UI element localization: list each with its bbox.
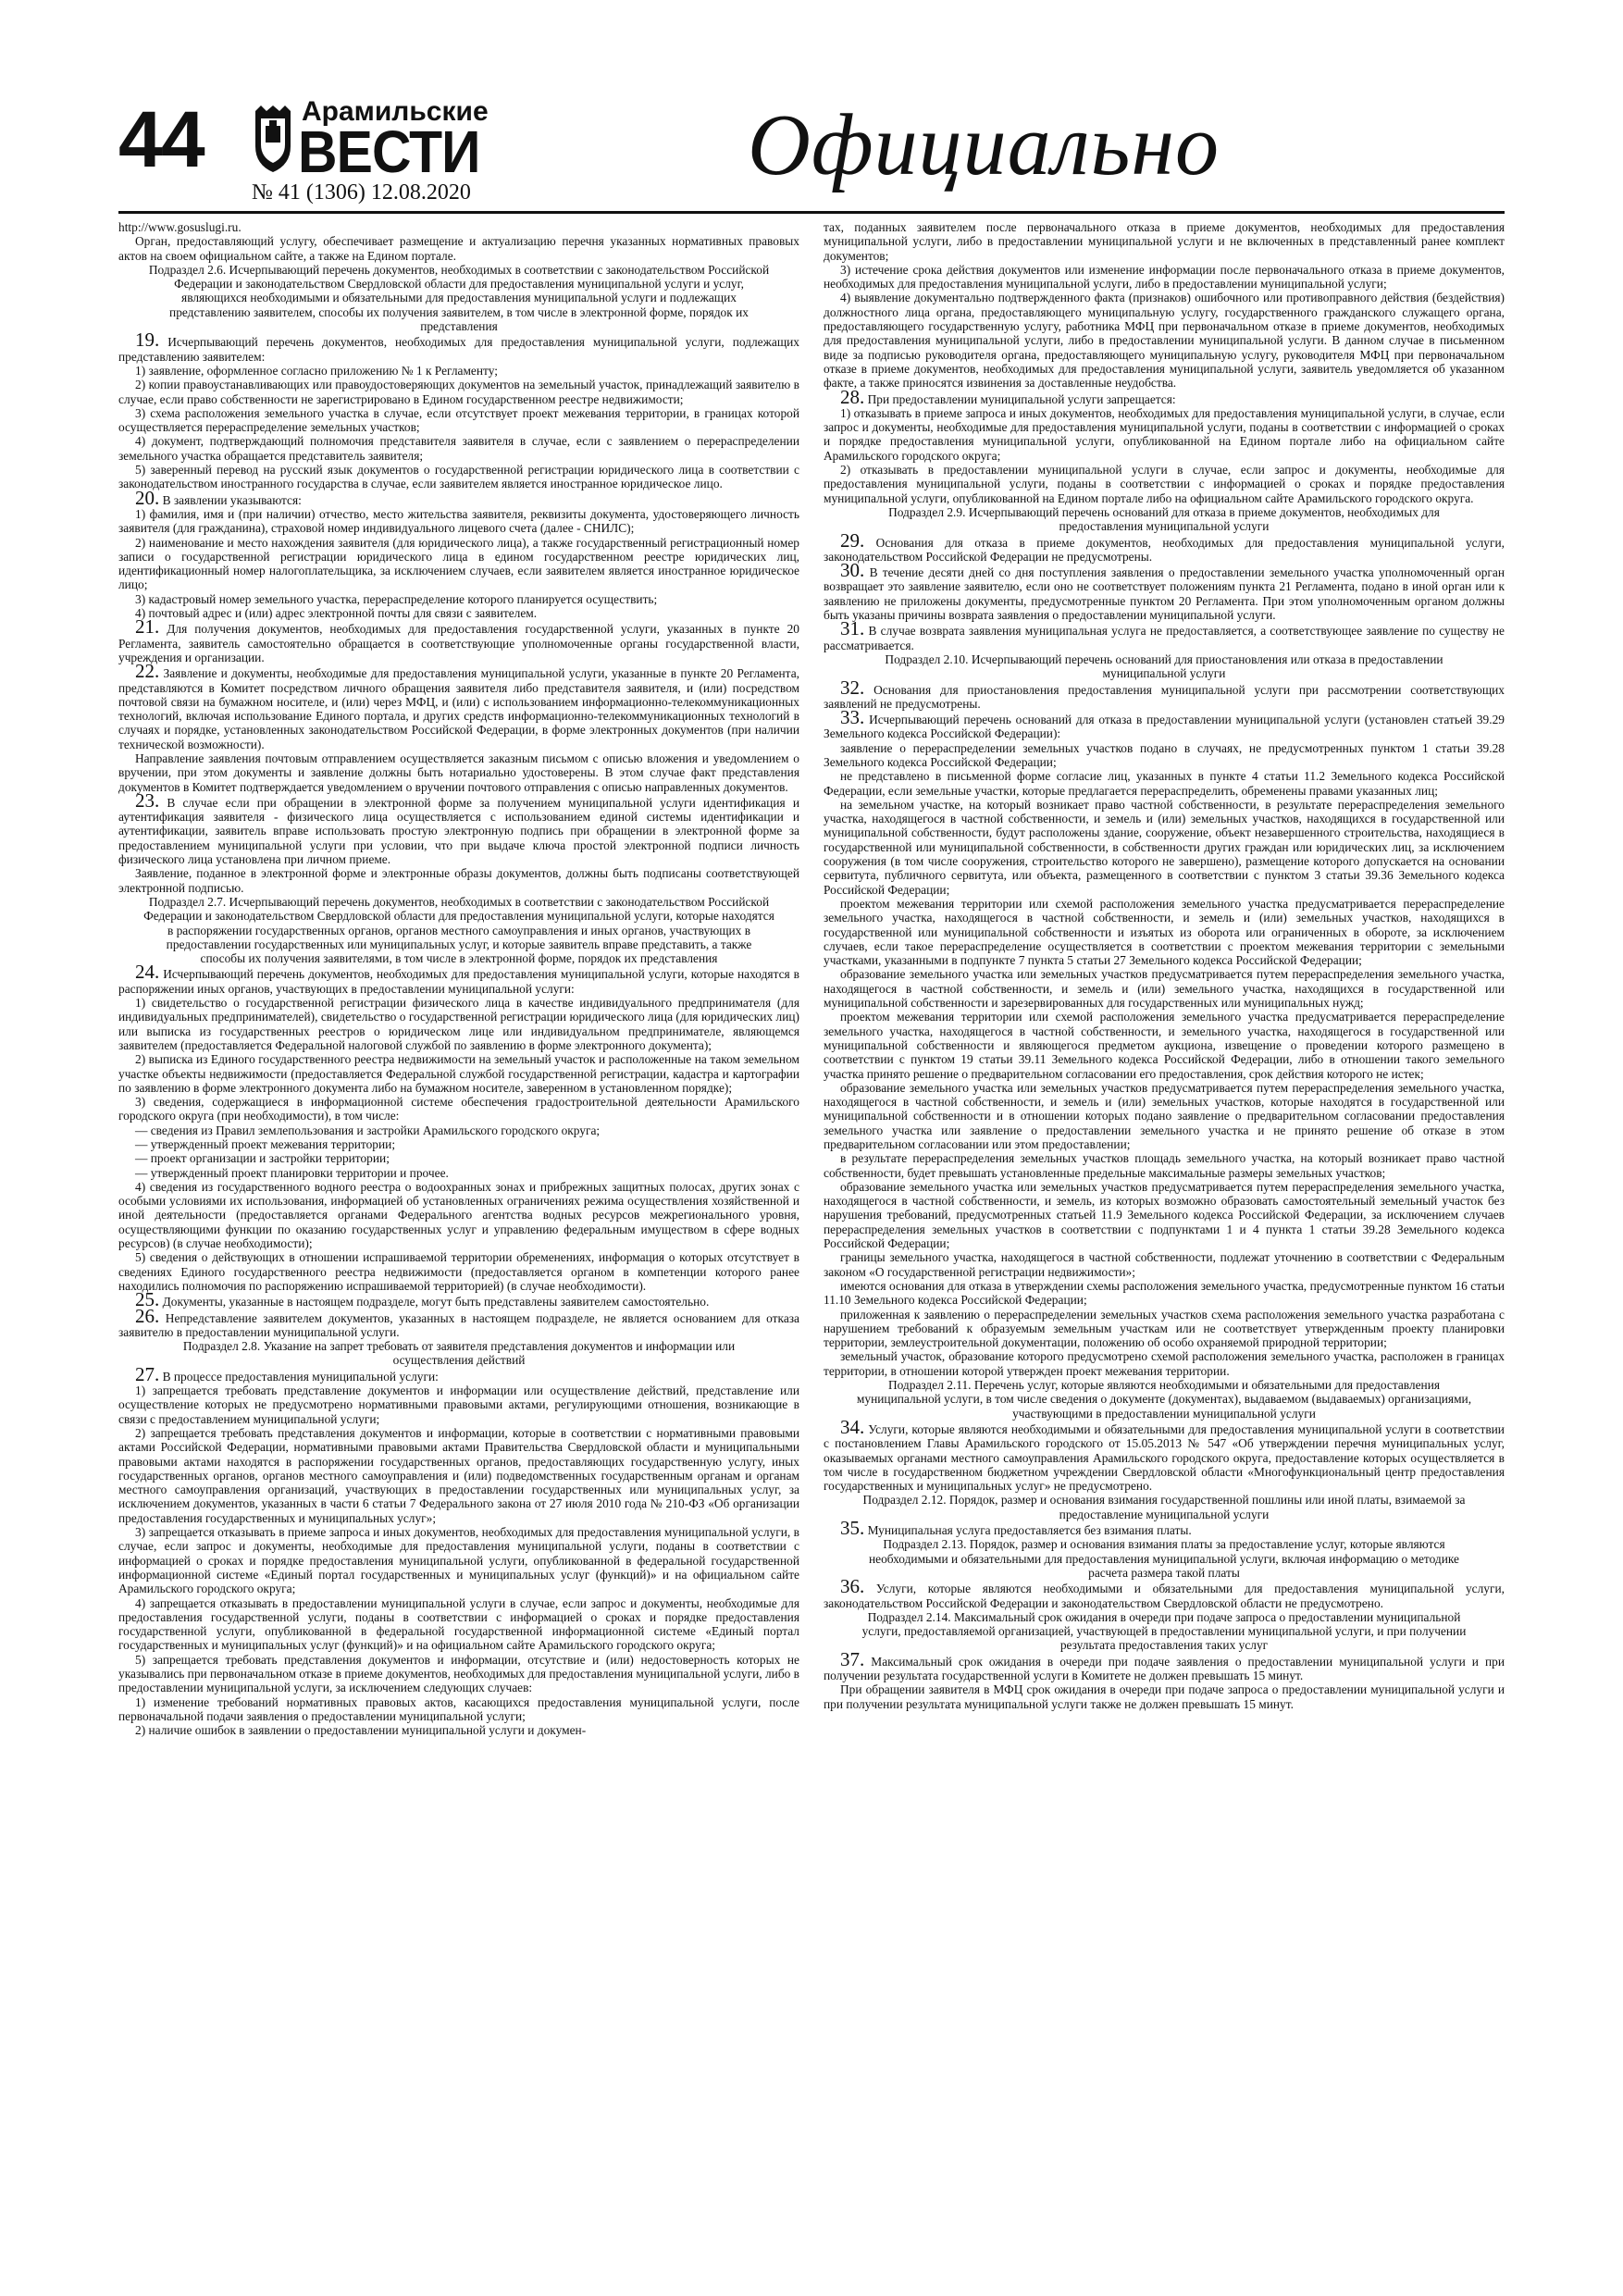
paragraph bbox=[824, 676, 1505, 712]
paragraph bbox=[824, 1010, 1505, 1080]
paragraph-text: Подраздел 2.6. Исчерпывающий перечень документов, необходимых в соответствии с законодательством Российской Федерации и законодательством Свердловской области для предоставления муниципальной услуги и услуг, являющихся необходимыми и обязательными для предоставления муниципальной услуги и подлежащих представлению заявителем, способы их получения заявителем, в том числе в электронной форме, порядок их представления bbox=[148, 262, 770, 334]
paragraph-text: Заявление, поданное в электронной форме и электронные образы документов, должны быть подписаны соответствующей электронной подписью. bbox=[118, 866, 799, 895]
subsection-heading bbox=[824, 505, 1505, 534]
paragraph bbox=[824, 617, 1505, 652]
paragraph bbox=[118, 1653, 799, 1695]
paragraph-text: 2) отказывать в предоставлении муниципальной услуги в случае, если запрос и документы, необходимые для предоставления муниципальной услуги, поданы в соответствии с информацией о сроках и порядке предоставления муниципальной услуги, опубликованной на Едином портале либо на официальном сайте Арамильского городского округа. bbox=[824, 463, 1505, 505]
subsection-heading bbox=[118, 895, 799, 965]
subsection-heading bbox=[118, 1339, 799, 1368]
paragraph-text: 3) кадастровый номер земельного участка, перераспределение которого планируется осуществить; bbox=[135, 591, 658, 606]
paragraph-text: Документы, указанные в настоящем подразделе, могут быть представлены заявителем самостоятельно. bbox=[162, 1295, 710, 1309]
paragraph bbox=[118, 220, 799, 234]
paragraph bbox=[118, 660, 799, 751]
paragraph-text: Заявление и документы, необходимые для предоставления муниципальной услуги, указанные в пункте 20 Регламента, представляются в Комитет посредством личного обращения заявителя либо представителя заявителя, и (или) посредством почтовой связи на бумажном носителе, и (или) через МФЦ, и (или) с использованием информационно-телекоммуникационных технологий, включая использование Единого портала, и других средств информационно-телекоммуникационных технологий в случаях и порядке, установленных законодательством Российской Федерации, в форме электронных документов (при наличии технической возможности). bbox=[118, 666, 799, 751]
paragraph bbox=[118, 1525, 799, 1595]
paragraph bbox=[118, 1362, 799, 1385]
paragraph bbox=[118, 507, 799, 536]
paragraph bbox=[118, 996, 799, 1052]
paragraph bbox=[824, 559, 1505, 623]
paragraph-text: 3) запрещается отказывать в приеме запроса и иных документов, необходимых для предоставления муниципальной услуги, в случае, если запрос и документы, необходимые для предоставления муниципальной услуги, поданы в соответствии с информацией о сроках и порядке предоставления муниципальной услуги, опубликованной в федеральной государственной информационной системе «Единый портал государственных и муниципальных услуг (функций)» и на официальном сайте Арамильского городского округа; bbox=[118, 1525, 799, 1596]
subsection-heading bbox=[824, 1378, 1505, 1421]
paragraph bbox=[824, 1647, 1505, 1683]
paragraph-text: границы земельного участка, находящегося в частной собственности, подлежат уточнению в соответствии с Федеральным законом «О государственной регистрации недвижимости»; bbox=[824, 1250, 1505, 1279]
city-crest-icon bbox=[252, 105, 294, 174]
paragraph-number: 36. bbox=[840, 1575, 865, 1598]
paragraph-number: 30. bbox=[840, 559, 865, 582]
paragraph-text: тах, поданных заявителем после первоначального отказа в приеме документов, необходимых для предоставления муниципальной услуги, либо в предоставлении муниципальной услуги и не включенных в представленный ранее комплект документов; bbox=[824, 220, 1505, 263]
paragraph-text: 2) наличие ошибок в заявлении о предоставлении муниципальной услуги и докумен- bbox=[135, 1723, 587, 1738]
paragraph-number: 20. bbox=[135, 486, 160, 509]
paragraph bbox=[824, 1517, 1505, 1540]
paragraph-text: Услуги, которые являются необходимыми и обязательными для предоставления муниципальной услуги в соответствии с постановлением Главы Арамильского городского от 15.05.2013 № 547 «Об утверждении перечня муниципальных услуг, оказываемых органами местного самоуправления Арамильского городского округа, предоставление которых осуществляется в том числе в государственном бюджетном учреждении Свердловской области «Многофункциональный центр предоставления государственных и муниципальных услуг» не предусмотрено. bbox=[824, 1421, 1505, 1494]
paragraph-number: 21. bbox=[135, 615, 160, 639]
paragraph-text: 2) копии правоустанавливающих или правоудостоверяющих документов на земельный участок, принадлежащий заявителю в случае, если право собственности не зарегистрировано в Едином государственном реестре недвижимости; bbox=[118, 378, 799, 406]
paragraph-text: Подраздел 2.11. Перечень услуг, которые являются необходимыми и обязательными для предоставления муниципальной услуги, в том числе сведения о документе (документах), выдаваемом (выдаваемых) организациями, участвующими в предоставлении муниципальной услуги bbox=[856, 1378, 1472, 1421]
paragraph-text: проектом межевания территории или схемой расположения земельного участка предусматривается перераспределение земельного участка, находящегося в частной собственности, и земель и (или) земельных участков, находящихся в государственной или муниципальной собственности и изъятых из оборота или ограниченных в обороте, за исключением случаев, если такое перераспределение осуществляется в соответствии с проектом межевания территории с земельными участками, указанными в подпункте 7 пункта 5 статьи 27 Земельного кодекса Российской Федерации; bbox=[824, 896, 1505, 968]
paragraph-text: В случае возврата заявления муниципальная услуга не предоставляется, а соответствующее заявление по существу не рассматривается. bbox=[824, 624, 1505, 652]
paragraph-text: 1) свидетельство о государственной регистрации физического лица в качестве индивидуального предпринимателя (для индивидуальных предпринимателей), свидетельство о государственной регистрации юридического лица (для юридических лиц) или выписка из государственных реестров о юридическом лице или индивидуальном предпринимателе, являющемся заявителем (предоставляется Федеральной налоговой службой по заявлению в форме электронного документа); bbox=[118, 996, 799, 1052]
paragraph bbox=[824, 528, 1505, 565]
paragraph-text: Орган, предоставляющий услугу, обеспечивает размещение и актуализацию перечня указанных нормативных правовых актов на своем официальном сайте, а также на Едином портале. bbox=[118, 234, 799, 263]
paragraph bbox=[118, 434, 799, 463]
paragraph-text: 1) заявление, оформленное согласно приложению № 1 к Регламенту; bbox=[135, 363, 498, 378]
paragraph bbox=[824, 220, 1505, 263]
paragraph-number: 28. bbox=[840, 385, 865, 408]
paragraph bbox=[824, 741, 1505, 770]
paragraph bbox=[118, 1695, 799, 1724]
paragraph bbox=[118, 961, 799, 996]
paragraph bbox=[824, 263, 1505, 292]
article-columns bbox=[118, 220, 1505, 2265]
left-column bbox=[118, 220, 799, 2265]
page-number: 44 bbox=[118, 95, 204, 184]
paragraph-text: в результате перераспределения земельных участков площадь земельного участка, на который возникает право частной собственности, будет превышать установленные предельные максимальные размеры земельных участков; bbox=[824, 1151, 1505, 1180]
paragraph-text: Основания для приостановления предоставления муниципальной услуги при рассмотрении соответствующих заявлений не предусмотрены. bbox=[824, 682, 1505, 711]
paragraph bbox=[824, 706, 1505, 741]
paragraph-text: Направление заявления почтовым отправлением осуществляется заказным письмом с описью вложения и уведомлением о вручении, при этом документы и заявление должны быть нотариально удостоверены. В этом случае факт представления документов в Комитет подтверждается уведомлением о вручении почтового отправления с описью направленных документов. bbox=[118, 751, 799, 794]
paragraph bbox=[118, 536, 799, 592]
brand-subtitle: Арамильские bbox=[302, 96, 489, 127]
paragraph bbox=[118, 1166, 799, 1180]
paragraph bbox=[118, 1288, 799, 1311]
paragraph-text: При обращении заявителя в МФЦ срок ожидания в очереди при подаче запроса о предоставлении муниципальной услуги и при получении результата муниципальной услуги также не должен превышать 15 минут. bbox=[824, 1682, 1505, 1711]
paragraph-number: 35. bbox=[840, 1517, 865, 1540]
paragraph-text: Максимальный срок ожидания в очереди при подаче заявления о предоставлении муниципальной услуги и при получении результата государственной услуги в Комитете не должен превышать 15 минут. bbox=[824, 1654, 1505, 1682]
section-title: Официально bbox=[748, 97, 1220, 193]
paragraph-text: образование земельного участка или земельных участков предусматривается путем перераспределения земельного участка, находящегося в частной собственности, и земель и (или) земельного участка, находящихся в государственной или муниципальной собственности и зарезервированных для государственных или муниципальных нужд; bbox=[824, 967, 1505, 1011]
paragraph bbox=[824, 406, 1505, 463]
paragraph-text: Услуги, которые являются необходимыми и обязательными для предоставления муниципальной услуги, законодательством Российской Федерации и законодательством Свердловской области не предусмотрено. bbox=[824, 1582, 1505, 1610]
paragraph bbox=[118, 378, 799, 406]
paragraph-text: — утвержденный проект межевания территории; bbox=[135, 1137, 396, 1151]
paragraph bbox=[118, 606, 799, 620]
paragraph-text: не представлено в письменной форме согласие лиц, указанных в пункте 4 статьи 11.2 Земельного кодекса Российской Федерации, если земельные участки, которые предлагается перераспределить, обременены правами указанных лиц; bbox=[824, 769, 1505, 798]
paragraph bbox=[824, 1279, 1505, 1308]
paragraph-text: 5) сведения о действующих в отношении испрашиваемой территории обременениях, информация о которых отсутствует в сведениях Единого государственного реестра недвижимости (предоставляется органом в компетенции которого ранее находились полномочия по распоряжению испрашиваемой территорией) (в случае необходимости). bbox=[118, 1250, 799, 1293]
paragraph bbox=[118, 1384, 799, 1426]
paragraph-text: образование земельного участка или земельных участков предусматривается путем перераспределения земельного участка, находящегося в частной собственности, и земель, из которых возможно образовать самостоятельный земельный участок без нарушения требований, предусмотренных статьей 11.9 Земельного кодекса Российской Федерации, за исключением случаев перераспределения земельных участков в соответствии с подпунктами 1 и 4 пункта 1 статьи 39.28 Земельного кодекса Российской Федерации; bbox=[824, 1179, 1505, 1251]
paragraph bbox=[118, 1304, 799, 1340]
paragraph-text: земельный участок, образование которого предусмотрено схемой расположения земельного участка, расположен в границах территории, в отношении которой утвержден проект межевания территории. bbox=[824, 1349, 1505, 1378]
paragraph bbox=[118, 486, 799, 509]
paragraph bbox=[824, 798, 1505, 897]
paragraph-number: 19. bbox=[135, 329, 160, 352]
paragraph bbox=[118, 866, 799, 895]
paragraph bbox=[118, 1180, 799, 1250]
paragraph bbox=[824, 1308, 1505, 1350]
paragraph-text: 4) документ, подтверждающий полномочия представителя заявителя в случае, если с заявлением о перераспределении земельного участка обращается представитель заявителя; bbox=[118, 434, 799, 463]
paragraph bbox=[118, 1151, 799, 1165]
paragraph-text: имеются основания для отказа в утверждении схемы расположения земельного участка, предусмотренные пунктом 16 статьи 11.10 Земельного кодекса Российской Федерации; bbox=[824, 1278, 1505, 1308]
paragraph-text: http://www.gosuslugi.ru. bbox=[118, 220, 242, 234]
paragraph-text: Муниципальная услуга предоставляется без взимания платы. bbox=[867, 1523, 1192, 1538]
paragraph-text: 4) сведения из государственного водного реестра о водоохранных зонах и прибрежных защитных полосах, других зонах с особыми условиями их использования, информацией об установленных ограничениях режима осуществления хозяйственной и иной деятельности (предоставляется органами Федерального агентства водных ресурсов межрегионального уровня, осуществляющими функции по оказанию государственных услуг и управлению федеральным имуществом в сфере водных ресурсов) (в случае необходимости); bbox=[118, 1179, 799, 1251]
paragraph bbox=[824, 769, 1505, 798]
paragraph bbox=[824, 897, 1505, 967]
paragraph-text: Исчерпывающий перечень оснований для отказа в предоставлении муниципальной услуги (установлен статьей 39.29 Земельного кодекса Российской Федерации): bbox=[824, 713, 1505, 741]
paragraph-text: 1) фамилия, имя и (при наличии) отчество, место жительства заявителя, реквизиты документа, удостоверяющего личность заявителя (для гражданина), страховой номер индивидуального лицевого счета (далее - СНИЛС); bbox=[118, 506, 799, 536]
paragraph-text: В случае если при обращении в электронной форме за получением муниципальной услуги идентификация и аутентификация заявителя - физического лица осуществляется с использованием единой системы идентификации и аутентификации, заявитель вправе использовать простую электронную подпись при обращении в электронной форме за предоставлением муниципальной услуги при условии, что при выдаче ключа простой электронной подписи личность физического лица установлена при личном приеме. bbox=[118, 795, 799, 867]
paragraph bbox=[824, 1250, 1505, 1279]
paragraph bbox=[118, 1137, 799, 1151]
paragraph-text: — проект организации и застройки территории; bbox=[135, 1151, 390, 1166]
paragraph-text: Исчерпывающий перечень документов, необходимых для предоставления муниципальной услуги, подлежащих представлению заявителем: bbox=[118, 335, 799, 364]
paragraph-text: Подраздел 2.14. Максимальный срок ожидания в очереди при подаче запроса о предоставлении муниципальной услуги, предоставляемой организацией, участвующей в предоставлении муниципальной услуги, и при получении результата предоставления таких услуг bbox=[861, 1609, 1467, 1653]
paragraph bbox=[118, 1095, 799, 1123]
paragraph-text: на земельном участке, на который возникает право частной собственности, в результате перераспределения земельного участка, находящегося в частной собственности, и земель и (или) земельных участков, находящихся в государственной или муниципальной собственности, будут расположены здание, сооружение, объект незавершенного строительства, находящиеся в государственной или муниципальной собственности, в собственности других граждан или юридических лиц, за исключением сооружения (в том числе сооружения, строительство которого не завершено), размещение которого допускается на основании сервитута, публичного сервитута, или объекта, размещенного в соответствии с пунктом 3 статьи 39.36 Земельного кодекса Российской Федерации; bbox=[824, 797, 1505, 897]
paragraph-text: 5) заверенный перевод на русский язык документов о государственной регистрации юридического лица в соответствии с законодательством иностранного государства в случае, если заявителем является иностранное юридическое лицо. bbox=[118, 463, 799, 491]
paragraph bbox=[118, 751, 799, 794]
paragraph bbox=[118, 234, 799, 263]
paragraph bbox=[118, 592, 799, 606]
paragraph-text: 2) выписка из Единого государственного реестра недвижимости на земельный участок и расположенные на таком земельном участке объекты недвижимости (предоставляется Федеральной службой государственной регистрации, кадастра и картографии по заявлению в форме электронного документа либо на бумажном носителе, заверенном в установленном порядке); bbox=[118, 1052, 799, 1095]
paragraph bbox=[118, 615, 799, 664]
paragraph bbox=[118, 406, 799, 435]
paragraph bbox=[824, 1415, 1505, 1494]
issue-info: № 41 (1306) 12.08.2020 bbox=[252, 180, 471, 205]
paragraph-text: 1) запрещается требовать представление документов и информации или осуществление действий, представление или осуществление которых не предусмотрено нормативными правовыми актами, регулирующими отношения, возникающие в связи с предоставлением муниципальной услуги; bbox=[118, 1384, 799, 1426]
paragraph-text: 3) истечение срока действия документов или изменение информации после первоначального отказа в приеме документов, необходимых для предоставления муниципальной услуги, либо в предоставлении муниципальной услуги; bbox=[824, 262, 1505, 292]
paragraph-text: 2) наименование и место нахождения заявителя (для юридического лица), а также государственный регистрационный номер записи о государственной регистрации юридического лица в едином государственном реестре юридических лиц, идентификационный номер налогоплательщика, за исключением случаев, если заявителем является иностранное юридическое лицо; bbox=[118, 535, 799, 592]
paragraph-number: 22. bbox=[135, 660, 160, 683]
subsection-heading bbox=[118, 263, 799, 333]
paragraph-text: 4) запрещается отказывать в предоставлении муниципальной услуги в случае, если запрос и документы, необходимые для предоставления государственной услуги, поданы в соответствии с информацией о сроках и порядке предоставления государственной услуги, опубликованной в федеральной государственной информационной системе «Единый портал государственных и муниципальных услуг (функций)» и на официальном сайте Арамильского городского округа; bbox=[118, 1595, 799, 1653]
paragraph bbox=[824, 1151, 1505, 1180]
paragraph bbox=[118, 1250, 799, 1293]
paragraph-text: Для получения документов, необходимых для предоставления государственной услуги, указанных в пункте 20 Регламента, заявитель самостоятельно обращается в соответствующие уполномоченные органы государственной власти, учреждения и организации. bbox=[118, 622, 799, 664]
paragraph-text: образование земельного участка или земельных участков предусматривается путем перераспределения земельного участка, находящегося в частной собственности, и земель и (или) земельных участков, которые находятся в государственной или муниципальной собственности и в отношении которых подано заявление о предварительном согласовании предоставления земельного участка или заявление о предоставлении земельного участка и не принято решение об отказе в этом предварительном согласовании или этом предоставлении; bbox=[824, 1080, 1505, 1151]
paragraph bbox=[118, 1723, 799, 1737]
subsection-heading bbox=[824, 1610, 1505, 1653]
paragraph bbox=[824, 1180, 1505, 1250]
paragraph-number: 29. bbox=[840, 528, 865, 552]
paragraph-text: В процессе предоставления муниципальной услуги: bbox=[162, 1369, 439, 1384]
paragraph-text: 4) выявление документально подтвержденного факта (признаков) ошибочного или противоправного действия (бездействия) должностного лица органа, предоставляющего муниципальную услугу, государственного гражданского служащего органа, предоставляющего государственную услугу, работника МФЦ при первоначальном отказе в приеме документов, необходимых для предоставления муниципальной услуги, либо в предоставлении муниципальной услуги. В данном случае в письменном виде за подписью руководителя органа, предоставляющего муниципальную услугу, руководителя МФЦ при первоначальном отказе в приеме документов, необходимых для предоставления муниципальной услуги, заявитель уведомляется об указанном факте, а также приносятся извинения за доставленные неудобства. bbox=[824, 291, 1505, 391]
paragraph bbox=[118, 329, 799, 364]
paragraph bbox=[118, 1596, 799, 1653]
paragraph bbox=[118, 463, 799, 491]
paragraph-number: 23. bbox=[135, 788, 160, 812]
paragraph-text: Непредставление заявителем документов, указанных в настоящем подразделе, не является основанием для отказа заявителю в предоставлении муниципальной услуги. bbox=[118, 1310, 799, 1339]
paragraph-number: 24. bbox=[135, 961, 160, 984]
paragraph-text: приложенная к заявлению о перераспределении земельных участков схема расположения земельного участка разработана с нарушением требований к образуемым земельным участкам или не соответствует утвержденным проекту планировки территории, землеустроительной документации, положению об особо охраняемой природной территории; bbox=[824, 1307, 1505, 1350]
paragraph-text: 1) изменение требований нормативных правовых актов, касающихся предоставления муниципальной услуги, после первоначальной подачи заявления о предоставлении муниципальной услуги; bbox=[118, 1694, 799, 1723]
paragraph-text: Подраздел 2.7. Исчерпывающий перечень документов, необходимых в соответствии с законодательством Российской Федерации и законодательством Свердловской области для предоставления муниципальной услуги, которые находятся в распоряжении государственных органов, органов местного самоуправления и иных органов, участвующих в предоставлении государственных или муниципальных услуг, и которые заявитель вправе представить, а также способы их получения заявителями, в том числе в электронной форме, порядок их представления bbox=[143, 894, 774, 966]
paragraph-number: 25. bbox=[135, 1288, 160, 1311]
paragraph-number: 34. bbox=[840, 1415, 865, 1438]
subsection-heading bbox=[824, 1493, 1505, 1521]
paragraph-text: проектом межевания территории или схемой расположения земельного участка предусматривается перераспределение земельного участка, находящегося в частной собственности, и земельного участка, находящегося в государственной или муниципальной собственности и являющегося предметом аукциона, извещение о проведении которого размещено в соответствии с пунктом 19 статьи 39.11 Земельного кодекса Российской Федерации, либо в отношении такого земельного участка принято решение о предварительном согласовании его предоставления, срок действия которого не истек; bbox=[824, 1010, 1505, 1081]
paragraph-number: 37. bbox=[840, 1647, 865, 1670]
paragraph bbox=[824, 385, 1505, 408]
paragraph bbox=[118, 1426, 799, 1525]
paragraph bbox=[824, 291, 1505, 390]
masthead-rule bbox=[118, 211, 1505, 214]
paragraph-text: — сведения из Правил землепользования и застройки Арамильского городского округа; bbox=[135, 1123, 601, 1137]
paragraph bbox=[824, 1081, 1505, 1151]
paragraph bbox=[824, 1682, 1505, 1711]
paragraph-text: Подраздел 2.9. Исчерпывающий перечень оснований для отказа в приеме документов, необходимых для предоставления муниципальной услуги bbox=[888, 504, 1440, 534]
paragraph-text: Подраздел 2.13. Порядок, размер и основания взимания платы за предоставление услуг, которые являются необходимыми и обязательными для предоставления муниципальной услуги, включая информацию о методике расчета размера такой платы bbox=[868, 1537, 1460, 1580]
paragraph-text: При предоставлении муниципальной услуги запрещается: bbox=[867, 391, 1176, 406]
paragraph-text: В заявлении указываются: bbox=[162, 492, 302, 507]
paragraph-number: 26. bbox=[135, 1304, 160, 1327]
paragraph bbox=[824, 1349, 1505, 1378]
paragraph-text: Подраздел 2.12. Порядок, размер и основания взимания государственной пошлины или иной платы, взимаемой за предоставление муниципальной услуги bbox=[862, 1493, 1466, 1521]
newspaper-logo bbox=[252, 96, 489, 185]
subsection-heading bbox=[824, 1537, 1505, 1580]
paragraph bbox=[118, 1123, 799, 1137]
paragraph-text: В течение десяти дней со дня поступления заявления о предоставлении земельного участка уполномоченный орган возвращает это заявление заявителю, если оно не соответствует положениям пункта 21 Регламента, подано в иной орган или к заявлению не приложены документы, предусмотренные пунктом 20 Регламента. При этом уполномоченным органом должны быть указаны причины возврата заявления о предоставлении муниципальной услуги. bbox=[824, 565, 1505, 623]
paragraph bbox=[824, 1575, 1505, 1610]
paragraph-text: Подраздел 2.8. Указание на запрет требовать от заявителя представления документов и информации или осуществления действий bbox=[182, 1339, 736, 1368]
paragraph-text: Основания для отказа в приеме документов, необходимых для предоставления муниципальной услуги, законодательством Российской Федерации не предусмотрены. bbox=[824, 535, 1505, 564]
paragraph-text: Исчерпывающий перечень документов, необходимых для предоставления муниципальной услуги, которые находятся в распоряжении иных органов, участвующих в предоставлении муниципальной услуги: bbox=[118, 967, 799, 996]
paragraph-number: 33. bbox=[840, 706, 865, 729]
paragraph-text: 3) сведения, содержащиеся в информационной системе обеспечения градостроительной деятельности Арамильского городского округа (при необходимости), в том числе: bbox=[118, 1095, 799, 1123]
paragraph bbox=[824, 463, 1505, 505]
paragraph-text: Подраздел 2.10. Исчерпывающий перечень оснований для приостановления или отказа в предоставлении муниципальной услуги bbox=[885, 652, 1443, 681]
paragraph bbox=[118, 788, 799, 867]
paragraph-text: 3) схема расположения земельного участка в случае, если отсутствует проект межевания территории, в границах которой осуществляется перераспределение земельных участков; bbox=[118, 405, 799, 435]
right-column bbox=[824, 220, 1505, 2265]
paragraph-text: заявление о перераспределении земельных участков подано в случаях, не предусмотренных пунктом 1 статьи 39.28 Земельного кодекса Российской Федерации; bbox=[824, 740, 1505, 769]
paragraph bbox=[118, 1052, 799, 1095]
paragraph-text: 1) отказывать в приеме запроса и иных документов, необходимых для предоставления муниципальной услуги, в случае, если запрос и документы, необходимые для предоставления муниципальной услуги, поданы в соответствии с информацией о сроках и порядке предоставления муниципальной услуги, опубликованной на Едином портале либо на официальном сайте Арамильского городского округа; bbox=[824, 405, 1505, 463]
subsection-heading bbox=[824, 652, 1505, 681]
brand-title: ВЕСТИ bbox=[298, 118, 480, 185]
paragraph-number: 31. bbox=[840, 617, 865, 640]
paragraph bbox=[824, 967, 1505, 1010]
masthead bbox=[0, 0, 1623, 222]
paragraph-text: — утвержденный проект планировки территории и прочее. bbox=[135, 1165, 449, 1180]
paragraph-number: 32. bbox=[840, 676, 865, 699]
paragraph-text: 4) почтовый адрес и (или) адрес электронной почты для связи с заявителем. bbox=[135, 606, 538, 621]
paragraph-text: 2) запрещается требовать представления документов и информации, которые в соответствии с нормативными правовыми актами Российской Федерации, нормативными правовыми актами Правительства Свердловской области и муниципальными правовыми актами находятся в распоряжении государственных органов, предоставляющих государственную услугу, иных государственных органов, органов местного самоуправления и (или) подведомственных государственным органам и органам местного самоуправления организаций, участвующих в предоставлении государственных или муниципальных услуг, за исключением документов, указанных в части 6 статьи 7 Федерального закона от 27 июля 2010 года № 210-ФЗ «Об организации предоставления государственных и муниципальных услуг»; bbox=[118, 1425, 799, 1525]
paragraph bbox=[118, 364, 799, 378]
paragraph-number: 27. bbox=[135, 1362, 160, 1385]
paragraph-text: 5) запрещается требовать представления документов и информации, отсутствие и (или) недостоверность которых не указывались при первоначальном отказе в приеме документов, необходимых для предоставления муниципальной услуги, либо в предоставлении муниципальной услуги, за исключением следующих случаев: bbox=[118, 1652, 799, 1695]
